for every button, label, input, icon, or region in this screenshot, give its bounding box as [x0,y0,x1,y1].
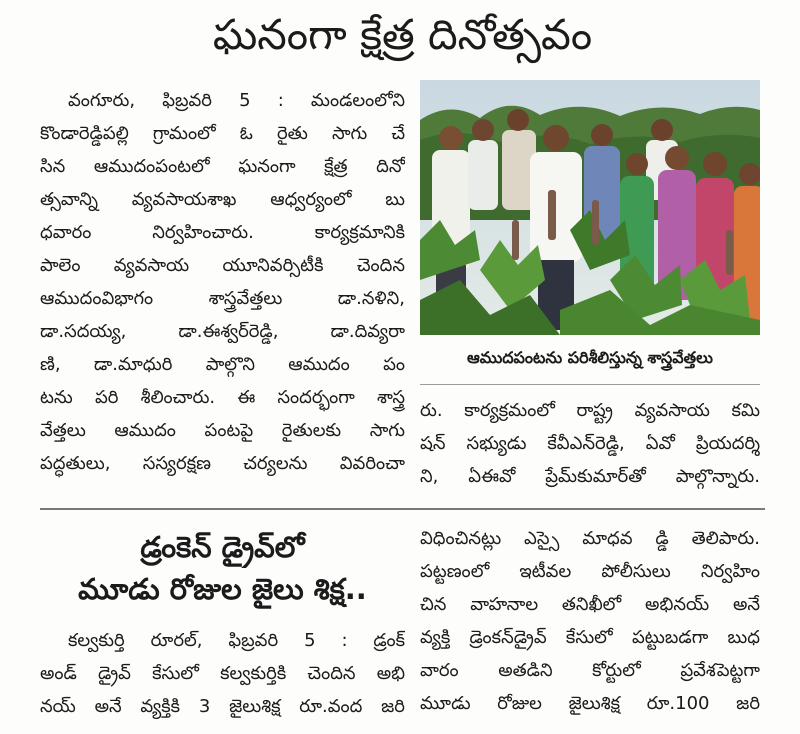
body-line: మూడు రోజుల జైలుశిక్ష రూ.100 జరి [420,693,760,714]
body-line: సిన ఆముదంపంటలో ఘనంగా క్షేత్ర దినో [40,156,405,177]
body-line: త్సవాన్ని వ్యవసాయశాఖ ఆధ్వర్యంలో బు [40,189,405,210]
body-line: పద్ధతులు, సస్యరక్షణ చర్యలను వివరించా [40,453,405,474]
article-headline: ఘనంగా క్షేత్ర దినోత్సవం [212,10,593,59]
body-line: ని, ఏఈవో ప్రేమ్‌కుమార్‌తో పాల్గొన్నారు. [420,466,760,487]
body-line: చిన వాహనాల తనిఖీలో అభినయ్ అనే [420,594,760,615]
second-article-headline-line-2: మూడు రోజుల జైలు శిక్ష.. [78,572,367,606]
article-body-right-column [420,394,760,493]
body-line: వ్యక్తి డ్రెంకన్‌డ్రైవ్ కేసులో పట్టుబడగా బుధ [420,627,760,648]
body-line: టను పరి శీలించారు. ఈ సందర్భంగా శాస్త్ర [40,387,405,408]
body-line: ణి, డా.మాధురి పాల్గొని ఆముదం పం [40,354,405,375]
body-line: రు. కార్యక్రమంలో రాష్ట్ర వ్యవసాయ కమి [420,400,760,421]
body-line: వారం అతడిని కోర్టులో ప్రవేశపెట్టగా [420,660,760,681]
article-divider [40,508,765,510]
body-line: పట్టణంలో ఇటీవల పోలీసులు నిర్వహిం [420,561,760,582]
body-line: ఆముదంవిభాగం శాస్త్రవేత్తలు డా.నళిని, [40,288,405,309]
body-line: ధవారం నిర్వహించారు. కార్యక్రమానికి [40,222,405,243]
body-line: విధించినట్లు ఎస్సై మాధవ డ్డి తెలిపారు. [420,528,760,549]
body-line: షన్ సభ్యుడు కేవీఎన్‌రెడ్డి, ఏవో ప్రియదర్శి [420,433,760,454]
second-article-headline-line-1: డ్రంకెన్ డ్రైవ్‌లో [140,530,305,564]
caption-rule [420,384,760,385]
second-article-right-column [420,522,760,720]
second-article-left-column [40,624,405,723]
body-line: వేత్తలు ఆముదం పంటపై రైతులకు సాగు [40,420,405,441]
photo-caption: ఆముదపంటను పరిశీలిస్తున్న శాస్త్రవేత్తలు [467,348,713,367]
article-body-left-column [40,84,405,480]
body-line: కల్వకుర్తి రూరల్, ఫిబ్రవరి 5 : డ్రంక్ [68,630,405,651]
body-line: డా.సదయ్య, డా.ఈశ్వర్‌రెడ్డి, డా.దివ్యరా [40,321,405,342]
body-line: నయ్ అనే వ్యక్తికి 3 జైలుశిక్ష రూ.వంద జరి [40,696,405,717]
body-line: పాలెం వ్యవసాయ యూనివర్సిటీకి చెందిన [40,255,405,276]
body-line: వంగూరు, ఫిబ్రవరి 5 : మండలంలోని [68,90,405,111]
field-photo-illustration [420,80,760,335]
news-photo [420,80,760,335]
body-line: అండ్ డ్రైవ్ కేసులో కల్వకుర్తికి చెందిన అభి [40,663,405,684]
body-line: కొండారెడ్డిపల్లి గ్రామంలో ఓ రైతు సాగు చే [40,123,405,144]
